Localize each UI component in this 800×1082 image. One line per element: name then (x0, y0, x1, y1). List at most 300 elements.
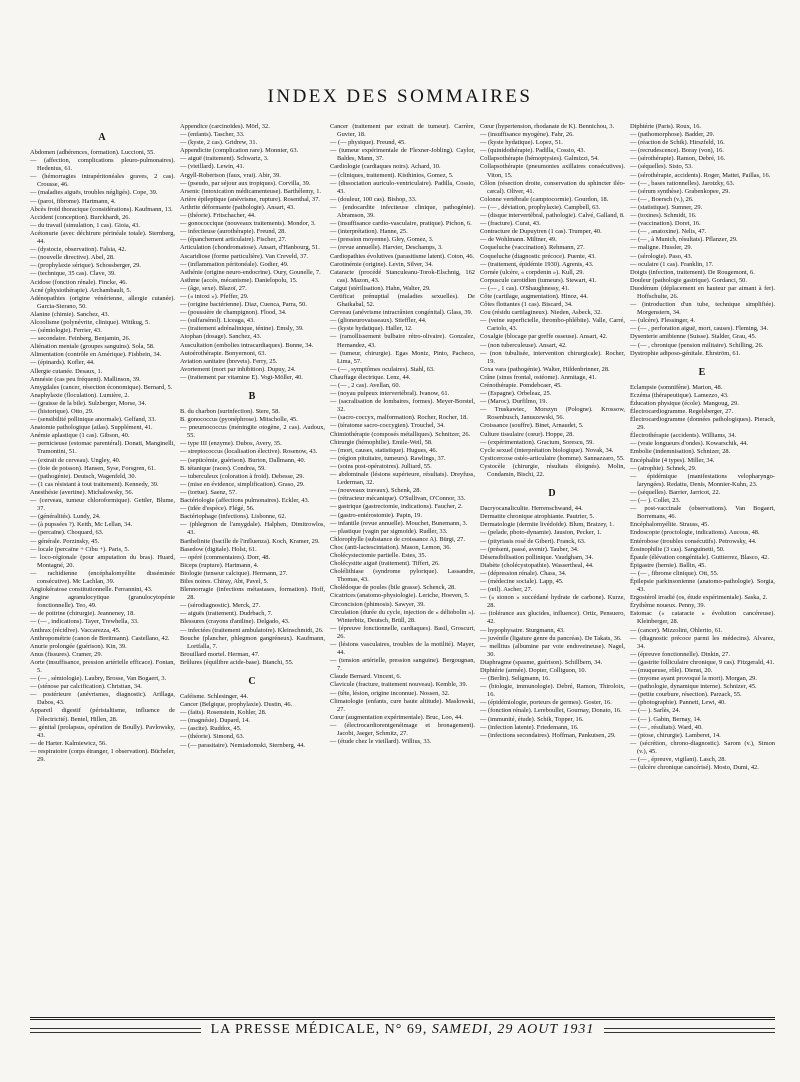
index-entry: — (— , déviation, prophylaxie). Campbell, 63. (480, 203, 601, 211)
index-entry: — (sacralisation de lombaires, formes). Meyer-Borstel, 32. (330, 398, 475, 414)
index-entry: — (étude chez le vieillard). Willius, 33. (330, 738, 432, 746)
index-entry: Catgut (stérilisation). Hahn, Walter, 29. (330, 284, 431, 292)
index-entry: Cystocèle (chirurgie, résultats éloignés). Molin, Condamin, Bischi, 22. (480, 462, 625, 479)
index-entry: — (lésions vasculaires, troubles de la motilité). Mayer, 44. (330, 641, 475, 657)
index-column (330, 123, 475, 1013)
index-entry: — (réaction de Schik). Hirszfeld, 16. (630, 139, 725, 147)
index-entry: Basedow (digitale). Holst, 61. (180, 545, 257, 553)
index-entry: Abcès froid thoracique (considérations). Kaufmann, 13. (30, 205, 173, 213)
index-entry: — (origine bactérienne). Diaz, Cuenca, Parra, 50. (180, 301, 307, 309)
index-entry: — gastrique (gastrectomie, indications). Faucher, 2. (330, 503, 463, 511)
index-entry: — (région pituitaire, tumeurs). Rawlings, 37. (330, 454, 446, 462)
index-entry: — (— parasitaire). Nemiadomski, Sternberg, 44. (180, 741, 306, 749)
index-entry: Cancer (traitement par extrait de tumeur). Carrère, Guvier, 18. (330, 123, 475, 139)
index-entry: — (pathogénie). Deutsch, Wagenfeld, 30. (30, 472, 137, 480)
index-entry: — streptococcus (localisation élective). Rosenow, 43. (180, 448, 318, 456)
index-entry: Cholécystectomie partielle. Estes, 35. (330, 551, 427, 559)
index-entry: — (ascite). Ruddox, 45. (180, 725, 242, 733)
index-entry: Biceps (rupture). Hartmann, 4. (180, 561, 259, 569)
index-entry: — (diagnostic précoce parmi les médecins). Alvarez, 34. (630, 634, 775, 650)
index-entry: — (— , Boersch (v.), 26. (630, 195, 694, 203)
index-entry: — hypophysaire. Sturgmann, 43. (480, 626, 565, 634)
index-entry: Diphtérie (Paris). Roux, 16. (630, 123, 701, 130)
index-entry: — (— , à Munich, résultats). Pflanzer, 29. (630, 236, 738, 244)
index-entry: — (kyste hydatique). Lopez, 51. (480, 139, 563, 147)
index-entry: — (glioneurovaisseaux). Stieffler, 44. (330, 317, 427, 325)
index-entry: Biles noires. Chiray, Abt, Pavel, 5. (180, 577, 269, 585)
index-entry: — (sérodiagnostic). Merck, 27. (180, 602, 261, 610)
index-entry: — (immunité, étude). Schik, Topper, 16. (480, 715, 584, 723)
index-entry: — (poussière de champignon). Flood, 34. (180, 309, 287, 317)
index-entry: Brûlures (équilibre acide-base). Bianchi, 55. (180, 658, 294, 666)
index-entry: — type III (enzyme). Dubos, Avery, 35. (180, 440, 282, 448)
index-entry: Brouillard mortel. Herman, 47. (180, 650, 260, 658)
index-entry: Cornée (ulcère, « corpdenin »). Kull, 29. (480, 268, 584, 276)
index-entry: Avortement (mort par inhibition). Dupuy, 24. (180, 365, 296, 373)
index-entry: — (fracture). Curat, 43. (480, 220, 541, 228)
index-entry: Alimentation (contrôle en Amérique). Fishbein, 34. (30, 351, 162, 359)
index-entry: Chauffage électrique. Lenz, 44. (330, 373, 411, 381)
index-entry: Amnésie (cas peu fréquent). Mallinson, 39. (30, 375, 141, 383)
index-entry: — (graisse de la bile). Sulzberger, Morse, 34. (30, 399, 147, 407)
index-entry: — (infection latente). Friedemann, 16. (480, 723, 579, 731)
index-entry: Cou (résidu cartilagineux). Nieden, Asbeck, 32. (480, 309, 602, 317)
index-entry: Diabète (cholécystopathie). Wassertheal, 44. (480, 561, 594, 569)
section-letter: B (248, 391, 257, 402)
index-entry: — infectieuse (aurothérapie). Freund, 28. (180, 228, 286, 236)
index-entry: Ascaridiose (forme particulière). Van Creveld, 37. (180, 252, 309, 260)
index-entry: — de Harter. Kalmiewicz, 56. (30, 739, 107, 747)
index-entry: Aorte (insuffisance, pression artérielle efficace). Fontan, 5. (30, 658, 175, 674)
index-entry: — (épreuve fonctionnelle, cardiaques). Basil, Groscurt, 26. (330, 624, 475, 640)
index-entry: — (statistique). Sumner, 29. (630, 203, 703, 211)
index-entry: — (septicémie, guérison). Burton, Dallmann, 40. (180, 456, 306, 464)
index-entry: Épigastre (hernie). Ballin, 45. (630, 561, 706, 569)
index-entry: — (maladies aiguës, troubles négligés). Cope, 39. (30, 189, 158, 197)
index-entry: — abdominale (lésions supérieure, résultats). Dreyfuss, Lederman, 32. (330, 471, 475, 487)
index-entry: — opéré (commentaires). Dorr, 48. (180, 553, 271, 561)
index-entry: Cholécystite aiguë (traitement). Tiffert, 26. (330, 560, 440, 568)
index-entry: Caféisme. Schlesinger, 44. (180, 693, 249, 700)
index-entry: Arsenic (intoxication médicamenteuse). Barthélemy, 1. (180, 187, 322, 195)
index-entry: — (noyau pulpeux intervertébral). Ivanow, 61. (330, 390, 450, 398)
index-entry: — (vaccination). Doret, 16. (630, 220, 701, 228)
index-entry: Auscultation (embolies intracardiaques). Bunne, 34. (180, 341, 314, 349)
index-entry: — (vraie longueurs d'ondes). Kowarschik, 44. (630, 440, 748, 448)
index-entry: — (myome ayant provoqué la mort). Morgan, 29. (630, 675, 757, 683)
index-entry: — juvénile (ligature genre du pancréas). De Takats, 36. (480, 634, 622, 642)
index-entry: Barthelinite (bacille de l'influenza). Koch, Kramer, 29. (180, 537, 320, 545)
index-entry: Coxa vara (pathogénie). Walter, Hildenbrinner, 28. (480, 365, 610, 373)
index-entry: — (prophylaxie sérique). Schossberger, 29. (30, 262, 141, 270)
index-entry: — (nouveaux travaux). Schenk, 28. (330, 487, 422, 495)
index-entry: Côlon (résection droite, conservation du sphincter iléo-cæcal). Oliver, 41. (480, 179, 625, 195)
index-entry: — épidémique (manifestations velopharyngo-laryngées). Redattu, Denis, Monnier-Kuhn, 23. (630, 472, 775, 488)
index-entry: Cardiopathies évolutives (parasitisme latent). Coton, 46. (330, 252, 475, 260)
index-entry: — (introduction d'un tube, technique simplifiée). Morgenstern, 34. (630, 301, 775, 317)
index-entry: — (revue annuelle). Harvier, Deschamps, 3. (330, 244, 443, 252)
index-entry: Collapsothérapie (pneumonies axillaires consécutives). Viton, 15. (480, 163, 625, 179)
index-entry: — (— , sémiologie). Laubry, Brosse, Van Bogaert, 3. (30, 675, 167, 683)
index-entry: — du travail (simulation, 1 cas). Gioia, 43. (30, 221, 140, 229)
index-entry: — (percaïne). Choquard, 63. (30, 529, 104, 537)
index-entry: — infantile (revue annuelle). Mouchet, Bunemann, 3. (330, 519, 468, 527)
index-entry: Carotinémie (origine). Levin, Silver, 34. (330, 260, 434, 268)
index-entry: Électrothérapie (accidents). Williams, 34. (630, 432, 737, 440)
index-entry: — post-vaccinale (observations). Van Bogaert, Borremans, 46. (630, 505, 775, 521)
index-entry: — (nouvelle directive). Abel, 28. (30, 254, 115, 262)
index-entry: — (ulcère chronique cancérisé). Mosto, Dumi, 42. (630, 764, 759, 772)
index-entry: — (pityriasis rosé de Gibert). Franck, 63. (480, 537, 586, 545)
index-entry: Alcoolisme (polynévrite, clinique). Wittkug, 5. (30, 318, 150, 326)
index-entry: Cysticercose ostéo-articulaire (homme). Sannazzaro, 55. (480, 454, 625, 462)
index-entry: — (séquelles). Barrier, Jarricot, 22. (630, 488, 721, 496)
index-entry: Épaule (élévation congénitale). Guttierrez, Blasco, 42. (630, 553, 769, 561)
index-entry: Appareil digestif (péristaltisme, influence de l'électricité). Bentel, Hillen, 28. (30, 707, 175, 723)
index-entry: Choc (anti-lactescintation). Mason, Lemon, 36. (330, 543, 452, 551)
index-entry: — (— , symptômes oculaires). Stahl, 63. (330, 365, 435, 373)
section-letter: D (548, 488, 557, 500)
footer-left-rule (30, 1028, 201, 1033)
index-entry: Certificat prénuptial (maladies sexuelles). De Ghaikabal, 52. (330, 292, 475, 309)
index-entry: — aiguë (traitement). Schwartz, 3. (180, 155, 269, 163)
footer-rule-top (30, 1017, 775, 1018)
index-entry: — (kyste hydatique). Haller, 12. (330, 325, 413, 333)
index-entry: Acné (physiothérapie). Archambault, 5. (30, 286, 132, 294)
index-entry: Abdomen (adhérences, formation). Luccioni, 55. (30, 149, 155, 156)
index-entry: Biologie (tenseur calcique). Hermann, 27. (180, 569, 288, 577)
index-entry: — (disque intervertébral, pathologie). Calvé, Galland, 8. (480, 212, 625, 220)
index-entry: — (sulfarsénol). Liceaga, 43. (180, 317, 255, 325)
index-entry: Artère épileptique (anévrisme, rupture). Rosenthal, 37. (180, 195, 321, 203)
index-entry: Blennorragie (infections métastases, formation). Hoff, 28. (180, 586, 325, 602)
index-entry: Collapsothérapie (hémoptysies). Galmizzi, 54. (480, 155, 599, 163)
index-entry: B. gonococcus (pyonéphrose). Mitscholle, 45. (180, 416, 298, 424)
index-entry: — (gastro-entérostomie). Papin, 19. (330, 511, 422, 519)
index-entry: Cœur (hypertension, rhodanate de K). Bennichou, 3. (480, 123, 615, 130)
index-entry: — (épreuve fonctionnelle). Dinkin, 27. (630, 650, 730, 658)
index-entry: — (soins post-opératoires). Julliard, 55. (330, 462, 432, 470)
index-entry: Embolie (indemnisation). Schnizer, 28. (630, 448, 731, 456)
index-entry: Acidose (fonction rénale). Fincke, 46. (30, 278, 128, 286)
index-entry: — (— , perforation aiguë, mort, causes). Fleming, 34. (630, 325, 769, 333)
index-entry: Crénothérapie. Pomdebcaer, 45. (480, 382, 562, 389)
index-entry: — (— , 2 cas). Avellan, 60. (330, 382, 401, 389)
index-entry: — (vieillard). Lewin, 41. (180, 163, 245, 171)
index-entry: — (phlegmon de l'amygdale). Halphen, Dimitrowlos, 43. (180, 521, 325, 537)
index-entry: Crâne (sinus frontal, ostéome). Anmitage, 41. (480, 373, 597, 381)
index-entry: — (idée d'espèce). Flégé, 56. (180, 505, 255, 513)
index-entry: — (— , épreuve, vigilant). Lasch, 28. (630, 756, 727, 764)
index-entry: — (théorie). Simond, 63. (180, 733, 245, 741)
index-entry: — (pelade, photo-dynamie). Jausion, Pecker, 1. (480, 529, 602, 537)
index-entry: Cœur (augmentation expérimentale). Bruc, Loo, 44. (330, 713, 463, 721)
index-entry: — rachidienne (encéphalomyélite disséminée consécutive). Mc Lachlan, 39. (30, 569, 175, 585)
index-entry: Érythème noueux. Penny, 39. (630, 602, 706, 610)
index-entry: — (tortue). Saenz, 57. (180, 488, 237, 496)
index-entry: — (historique). Otto, 29. (30, 408, 94, 415)
index-entry: Argyll-Robertson (faux, vrai). Abir, 39. (180, 171, 281, 179)
index-entry: — (non tuberculeuse). Ansart, 42. (480, 341, 567, 349)
index-entry: Bactériologie (affections pulmonaires). Eckler, 43. (180, 497, 310, 505)
index-entry: — (photographie). Pannett, Lewi, 40. (630, 699, 726, 707)
index-entry: Électrocardiogramme. Regelsberger, 27. (630, 408, 734, 415)
index-entry: — (pression moyenne). Gley, Gomez, 3. (330, 236, 434, 244)
section-letter: C (248, 676, 257, 687)
index-entry: — tuberculeux (coloration à froid). Debesse, 29. (180, 472, 305, 480)
index-entry: — de poitrine (chirurgie). Jeanneney, 18. (30, 610, 135, 618)
index-entry: Anthrax (récidive). Vaccarezza, 45. (30, 626, 121, 634)
index-entry: Amygdales (cancer, résection économique). Bernard, 5. (30, 383, 173, 391)
index-entry: — (— ). Gabin, Bernay, 14. (630, 715, 702, 723)
index-entry: — (généralités). Lundy, 24. (30, 513, 101, 521)
index-entry: — (endocardite infectieuse clinique, pathogénie). Abramson, 39. (330, 203, 475, 220)
index-entry: — (Berlin). Seligmann, 16. (480, 675, 550, 683)
index-entry: Anesthésie (avertine). Michalowsky, 56. (30, 488, 134, 496)
index-entry: — (« intoxi »). Pfeffer, 29. (180, 292, 249, 300)
index-entry: — (paroi, fibrome). Hartmann, 4. (30, 197, 116, 205)
index-entry: — (cancer). Mizzolini, Ohlerito, 61. (630, 626, 723, 634)
index-entry: — (traitement par vitamine E). Vogt-Möller, 40. (180, 373, 303, 381)
index-entry: Diphtérie (armée). Dopter, Colliguon, 10. (480, 667, 587, 674)
index-entry: — (gastrite folliculaire chronique, 9 cas). Fitzgerald, 41. (630, 658, 775, 666)
index-entry: Circulation (durée du cycle, injection de « déliobolin »). Winterbitz, Deutsch, Brüll, 28. (330, 608, 475, 624)
index-entry: — (tolérance aux glucides, influence). Ortiz, Pensuero, 42. (480, 610, 625, 626)
index-entry: — plastique (vagin par sigmoïde). Rudler, 33. (330, 527, 448, 535)
index-entry: — (toxines). Schmidt, 16. (630, 212, 697, 220)
index-entry: — (sémiologie). Ferrier, 43. (30, 327, 102, 335)
index-entry: Aliénation mentale (groupes sanguins). Sola, 58. (30, 343, 155, 351)
index-entry: — (Maroc). Durfilmo, 19. (480, 398, 548, 406)
index-entry: Bouche (plancher, phlegmon gangréneux). Kaufmann, Lortfalla, 7. (180, 634, 325, 650)
index-entry: — (pathomorphose). Badder, 29. (630, 131, 715, 139)
index-entry: Cholédoque de poules (bile grasse). Schenck, 28. (330, 584, 456, 592)
index-entry: Chirurgie (hémophilie). Emile-Weil, 58. (330, 438, 433, 446)
index-entry: — (sacro-coccyx, malformation). Rocher, Rocher, 18. (330, 414, 468, 422)
index-entry: — (fonction rénale). Lereboullet, Gournay, Donato, 16. (480, 707, 622, 715)
index-columns (30, 123, 775, 1013)
index-entry: — infectées (traitement ambulatoire). Kleinschmidt, 26. (180, 626, 324, 634)
index-entry: Coqueluche (diagnostic précoce). Puente, 43. (480, 252, 596, 260)
index-entry: — (dissociation auriculo-ventriculaire). Padilla, Cossio, 43. (330, 179, 475, 195)
index-entry: Dermatologie (dermite livédoïde). Blum, Braizey, 1. (480, 521, 614, 529)
index-entry: — (pathologie, dynamique interne). Schnizer, 45. (630, 683, 757, 691)
index-entry: — (cliniques, traitement). Kisthinios, Gomez, 5. (330, 171, 454, 179)
index-entry: — (— , résultats). Ward, 40. (630, 723, 703, 731)
index-entry: — (pseudo, par séjour aux tropiques). Corvilla, 39. (180, 179, 311, 187)
index-entry: — (expérimentation). Gracium, Sorescu, 59. (480, 438, 594, 446)
section-letter: E (698, 366, 707, 378)
index-entry: — pneumococcus (méningite otogène, 2 cas). Audoux, 55. (180, 424, 325, 440)
index-entry: Cerveau (anévrisme intracrânien congénital). Glass, 39. (330, 309, 473, 317)
index-entry: Colonne vertébrale (camptocormie). Gourdon, 18. (480, 195, 609, 203)
index-entry: Anaphylaxie (floculation). Lumière, 2. (30, 391, 130, 399)
index-entry: Cardiologie (cardiaques noirs). Achard, 10. (330, 163, 441, 171)
index-entry: — (épanchement articulaire). Fischer, 27. (180, 236, 287, 244)
index-entry: — aiguës (traitement). Dudrbach, 7. (180, 610, 273, 618)
index-entry: Arthrite déformante (pathologie). Ansart, 43. (180, 203, 295, 211)
index-entry: Estomac (« cataracte » évolution cancéreuse). Kleinberger, 28. (630, 610, 775, 626)
page-footer (30, 1022, 775, 1038)
index-entry: Ergostérol irradié (os, étude expérimentale). Saska, 2. (630, 594, 768, 602)
index-entry: — (tumeur, chirurgie). Egas Moniz, Pinto, Pacheco, Lima, 57. (330, 349, 475, 365)
index-entry: — (atrophie). Schnek, 29. (630, 464, 697, 472)
index-entry: — (biologie, immunologie). Debré, Ramon, Thiroloix, 16. (480, 683, 625, 699)
index-entry: Chimiothérapie (composés métalliques). Schnitzer, 26. (330, 430, 471, 438)
index-entry: — (ptose, chirurgie). Lamberet, 14. (630, 731, 721, 739)
index-entry: Appendicite (complication rare). Monnier, 63. (180, 147, 299, 155)
index-entry: Coxalgie (blocage par greffe osseuse). Ansart, 42. (480, 333, 608, 341)
index-entry: — (insuffisance myogène). Fahr, 26. (480, 131, 574, 139)
index-entry: Angine agranulocytique (granulocytopénie fonctionnelle). Teo, 49. (30, 594, 175, 610)
index-entry: Encéphalite (4 types). Miller, 34. (630, 456, 715, 464)
index-entry: Articulation (chondromatose). Ansart, d'Hanbourg, 51. (180, 244, 320, 252)
footer-date: SAMEDI, 29 AOUT 1931 (431, 1022, 595, 1037)
index-entry: Circoncision (phimosis). Sawyer, 39. (330, 600, 425, 608)
index-entry: — secondaire. Feinberg, Benjamin, 26. (30, 335, 131, 343)
index-entry: Accident (conception). Burckhardt, 26. (30, 213, 131, 221)
index-entry: — (quinidothérapie). Padilla, Cossio, 43. (480, 147, 586, 155)
index-entry: Diaphragme (spasme, guérison). Schillbern, 34. (480, 658, 603, 666)
index-entry: — respiratoire (corps étranger, 1 observation). Bücheler, 29. (30, 747, 175, 764)
index-entry: Clavicule (fracture, traitement nouveau). Kemble, 39. (330, 681, 468, 689)
index-entry: — (affection, complications pleuro-pulmonaires). Hedenius, 61. (30, 157, 175, 173)
index-entry: — (non tubulisée, intervention chirurgicale). Rocher, 19. (480, 349, 625, 365)
index-entry: Asthénie (origine neuro-endocrine). Oury, Gounelle, 7. (180, 268, 321, 276)
index-entry: — locale (percaïne + Cibu +). Paris, 5. (30, 545, 130, 553)
index-entry: — (Espagne). Orbeleaz, 25. (480, 390, 552, 398)
index-entry: — (sténose par calcification). Christian, 34. (30, 683, 142, 691)
footer-rule-bottom (30, 1019, 775, 1020)
index-entry: — (faits). Rosenstein, Kohler, 28. (180, 709, 267, 717)
index-entry: — (tératome sacro-coccygien). Trouchel, 34. (330, 422, 445, 430)
index-entry: Allergie cutanée. Desaux, 1. (30, 367, 103, 375)
index-entry: Côte (cartilage, augmentation). Hinoz, 44. (480, 292, 588, 300)
index-entry: — (mort, causes, statistique). Hugues, 46. (330, 446, 438, 454)
index-column (180, 123, 325, 1013)
index-entry: — (— , anatoxine). Nelis, 47. (630, 228, 707, 236)
index-entry: Éosinophilie (3 cas). Sanguinetti, 50. (630, 545, 725, 553)
index-entry: Appendice (carcinoïdes). Mörl, 32. (180, 123, 270, 130)
index-entry: Autoérothérapie. Bonyernoni, 63. (180, 349, 267, 357)
index-entry: Anatomie pathologique (atlas). Supplément, 41. (30, 424, 153, 432)
index-entry: — (épidémiologie, porteurs de germes). Goster, 16. (480, 699, 612, 707)
index-column (30, 123, 175, 1013)
index-entry: — (dystocie, observation). Falsia, 42. (30, 246, 127, 254)
index-entry: — (médecine sociale). Lapp, 45. (480, 577, 564, 585)
index-entry: — (sérothérapie). Ramon, Debré, 16. (630, 155, 726, 163)
index-entry: — (tête, lésion, origine inconnue). Nossen, 32. (330, 689, 450, 697)
index-entry: Alanine (chimie). Sanchez, 43. (30, 310, 110, 318)
index-entry: Adénopathies (origine vénérienne, allergie cutanée). Garcia-Sierano, 50. (30, 294, 175, 310)
index-entry: Anémie aplastique (1 cas). Gibson, 40. (30, 432, 130, 440)
index-entry: — (âge, sexe). Blazoï, 27. (180, 284, 247, 292)
index-entry: Épilepsie parkinsonienne (anatomo-pathologie). Sorgia, 43. (630, 577, 775, 594)
index-entry: — (tumeur expérimentale de Flexner-Jobling). Caylor, Baldes, Mann, 37. (330, 147, 475, 163)
index-entry: — (extrait de cerveau). Ungley, 40. (30, 456, 121, 464)
index-entry: — (épinards). Kofler, 44. (30, 359, 95, 367)
index-entry: — (muqueuse, rôle). Dienst, 20. (630, 667, 713, 674)
index-entry: — (petite courbure, résection). Parzack, 55. (630, 691, 742, 699)
index-entry: — mellitus (albumine par voie endoveineuse). Nagel, 30. (480, 642, 625, 658)
index-entry: — (ramollissement bulbaire rétro-olivaire). Gonzalez, Hernandez, 43. (330, 333, 475, 349)
index-entry: Acétonurie (avec déchirure périnéale totale). Sternberg, 44. (30, 229, 175, 246)
index-entry: Blessures (crayons d'aniline). Delgado, 43. (180, 618, 290, 626)
index-entry: — (— , chronique (pension militaire). Schilling, 26. (630, 341, 764, 349)
index-entry: Cataracte (procédé Stanculeanu-Torok-Elschnig, 162 cas). Mazon, 43. (330, 268, 475, 284)
index-entry: Climatologie (enfants, cure haute altitude). Maslowski, 27. (330, 697, 475, 713)
index-entry: Contracture de Dupuytren (1 cas). Trumper, 40. (480, 228, 602, 236)
index-entry: Atophan (dosage). Sanchez, 43. (180, 333, 262, 341)
index-entry: — (— , bases rationnelles). Jarotzky, 63. (630, 179, 735, 187)
index-entry: — (théorie). Fritschacher, 44. (180, 212, 256, 220)
index-entry: — (dépression rénale). Chass, 34. (480, 569, 567, 577)
index-entry: Chlorophylle (substance de croissance A). Bürgi, 27. (330, 535, 465, 543)
index-entry: — (— physique). Freund, 45. (330, 139, 406, 147)
index-entry: Doigts (infection, traitement). De Rougemont, 6. (630, 268, 755, 276)
index-entry: Désensibilisation pollinique. Vaudgham, 34. (480, 553, 594, 561)
index-entry: Anthropométrie (canon de Breitmann). Castellano, 42. (30, 634, 170, 642)
index-entry: Croissance (souffre). Binet, Arnaudet, 5. (480, 422, 584, 430)
index-column (480, 123, 625, 1013)
index-entry: Culture tissulaire (cœur). Hoppe, 28. (480, 430, 574, 438)
index-entry: — (traitement adrénalinique, ténine). Emsly, 39. (180, 325, 304, 333)
index-entry: — (à pupssées ?). Keith, Mc Lellan, 34. (30, 521, 133, 529)
index-entry: Dysenterie amibienne (Suisse). Stalder, Grau, 45. (630, 333, 757, 341)
index-entry: Cycle sexuel (interprétation biologique). Novak, 34. (480, 446, 614, 454)
index-entry: — (traitement, épidémie 1930). Agrenis, 43. (480, 260, 594, 268)
footer-journal: LA PRESSE MÉDICALE, N° 69, (210, 1022, 428, 1037)
index-entry: — (kyste, 2 cas). Gridrew, 31. (180, 139, 258, 147)
index-entry: Claude Bernard. Vincent, 6. (330, 673, 402, 681)
index-entry: — pernicieuse (estomac parentéral). Donati, Manginelli, Tramontini, 51. (30, 440, 175, 456)
section-letter: A (98, 132, 107, 143)
index-entry: Éducation physique (école). Mangoug, 29. (630, 399, 739, 407)
index-entry: — (séquelles). Sisto, 53. (630, 163, 693, 171)
index-entry: — (mise en évidence, simplification). Graso, 29. (180, 480, 305, 488)
index-entry: — (sécrétion, chrono-diagnostic). Sarom (v.), Simon (v.), 45. (630, 739, 775, 755)
index-entry: Encéphalomyélite. Strauss, 45. (630, 521, 709, 529)
index-entry: — (hémorragies intrapéritonéales graves, 2 cas). Crousse, 46. (30, 173, 175, 189)
index-entry: Côtes flottantes (1 cas). Biscard, 34. (480, 301, 573, 309)
index-entry: — (infections secondaires). Hoffman, Pankutsen, 29. (480, 731, 616, 739)
index-entry: — (insuffisance cardio-vasculaire, pratique). Pichon, 6. (330, 220, 472, 228)
index-entry: — génital (prolapsus, opération de Boully). Pavlowsky, 43. (30, 723, 175, 739)
index-entry: — (— , indications). Tayer, Trewhella, 33. (30, 618, 139, 626)
index-entry: Douleur (pathologie gastrique). Gordanci, 50. (630, 276, 747, 284)
footer-right-rule (604, 1028, 775, 1033)
index-entry: — (sensibilité pollinique anormale). Gelfand, 33. (30, 416, 157, 424)
index-entry: — (magnésie). Dupard, 14. (180, 717, 250, 725)
index-entry: — (enfants). Tascher, 33. (180, 131, 245, 139)
index-entry: Cholélithiase (syndrome pylorique). Lassandre, Thomas, 43. (330, 568, 475, 584)
index-entry: Électrocardiogramme (données pathologiques). Pierach, 29. (630, 416, 775, 432)
index-entry: — (présent, passé, avenir). Tauber, 34. (480, 545, 579, 553)
index-entry: — de Wohlmann. Miltner, 49. (480, 236, 557, 244)
index-entry: Eclampsie (somnifène). Marion, 48. (630, 383, 723, 391)
index-entry: Duodénum (déplacement en hauteur par aimant à fer). Hoffschulte, 26. (630, 284, 775, 300)
index-column (630, 123, 775, 1013)
index-entry: — oculaire (1 cas). Franklin, 17. (630, 260, 714, 268)
index-entry: Anus (fissures). Cramer, 29. (30, 650, 103, 658)
index-entry: — (recrudescence). Boray (von), 16. (630, 147, 724, 155)
index-entry: Entérobose (troubles consécutifs). Petrowsky, 44. (630, 537, 757, 545)
index-entry: — (sérum synthèse). Grabenkopee, 29. (630, 187, 730, 195)
index-entry: Coqueluche (vaccination). Rehmann, 27. (480, 244, 585, 252)
index-entry: — (rétracteur mécanique). O'Sullivan, O'Connor, 33. (330, 495, 466, 503)
index-entry: — maligne. Hussler, 29. (630, 244, 693, 252)
index-entry: — (— , fibrome clinique). Ott, 55. (630, 569, 719, 577)
